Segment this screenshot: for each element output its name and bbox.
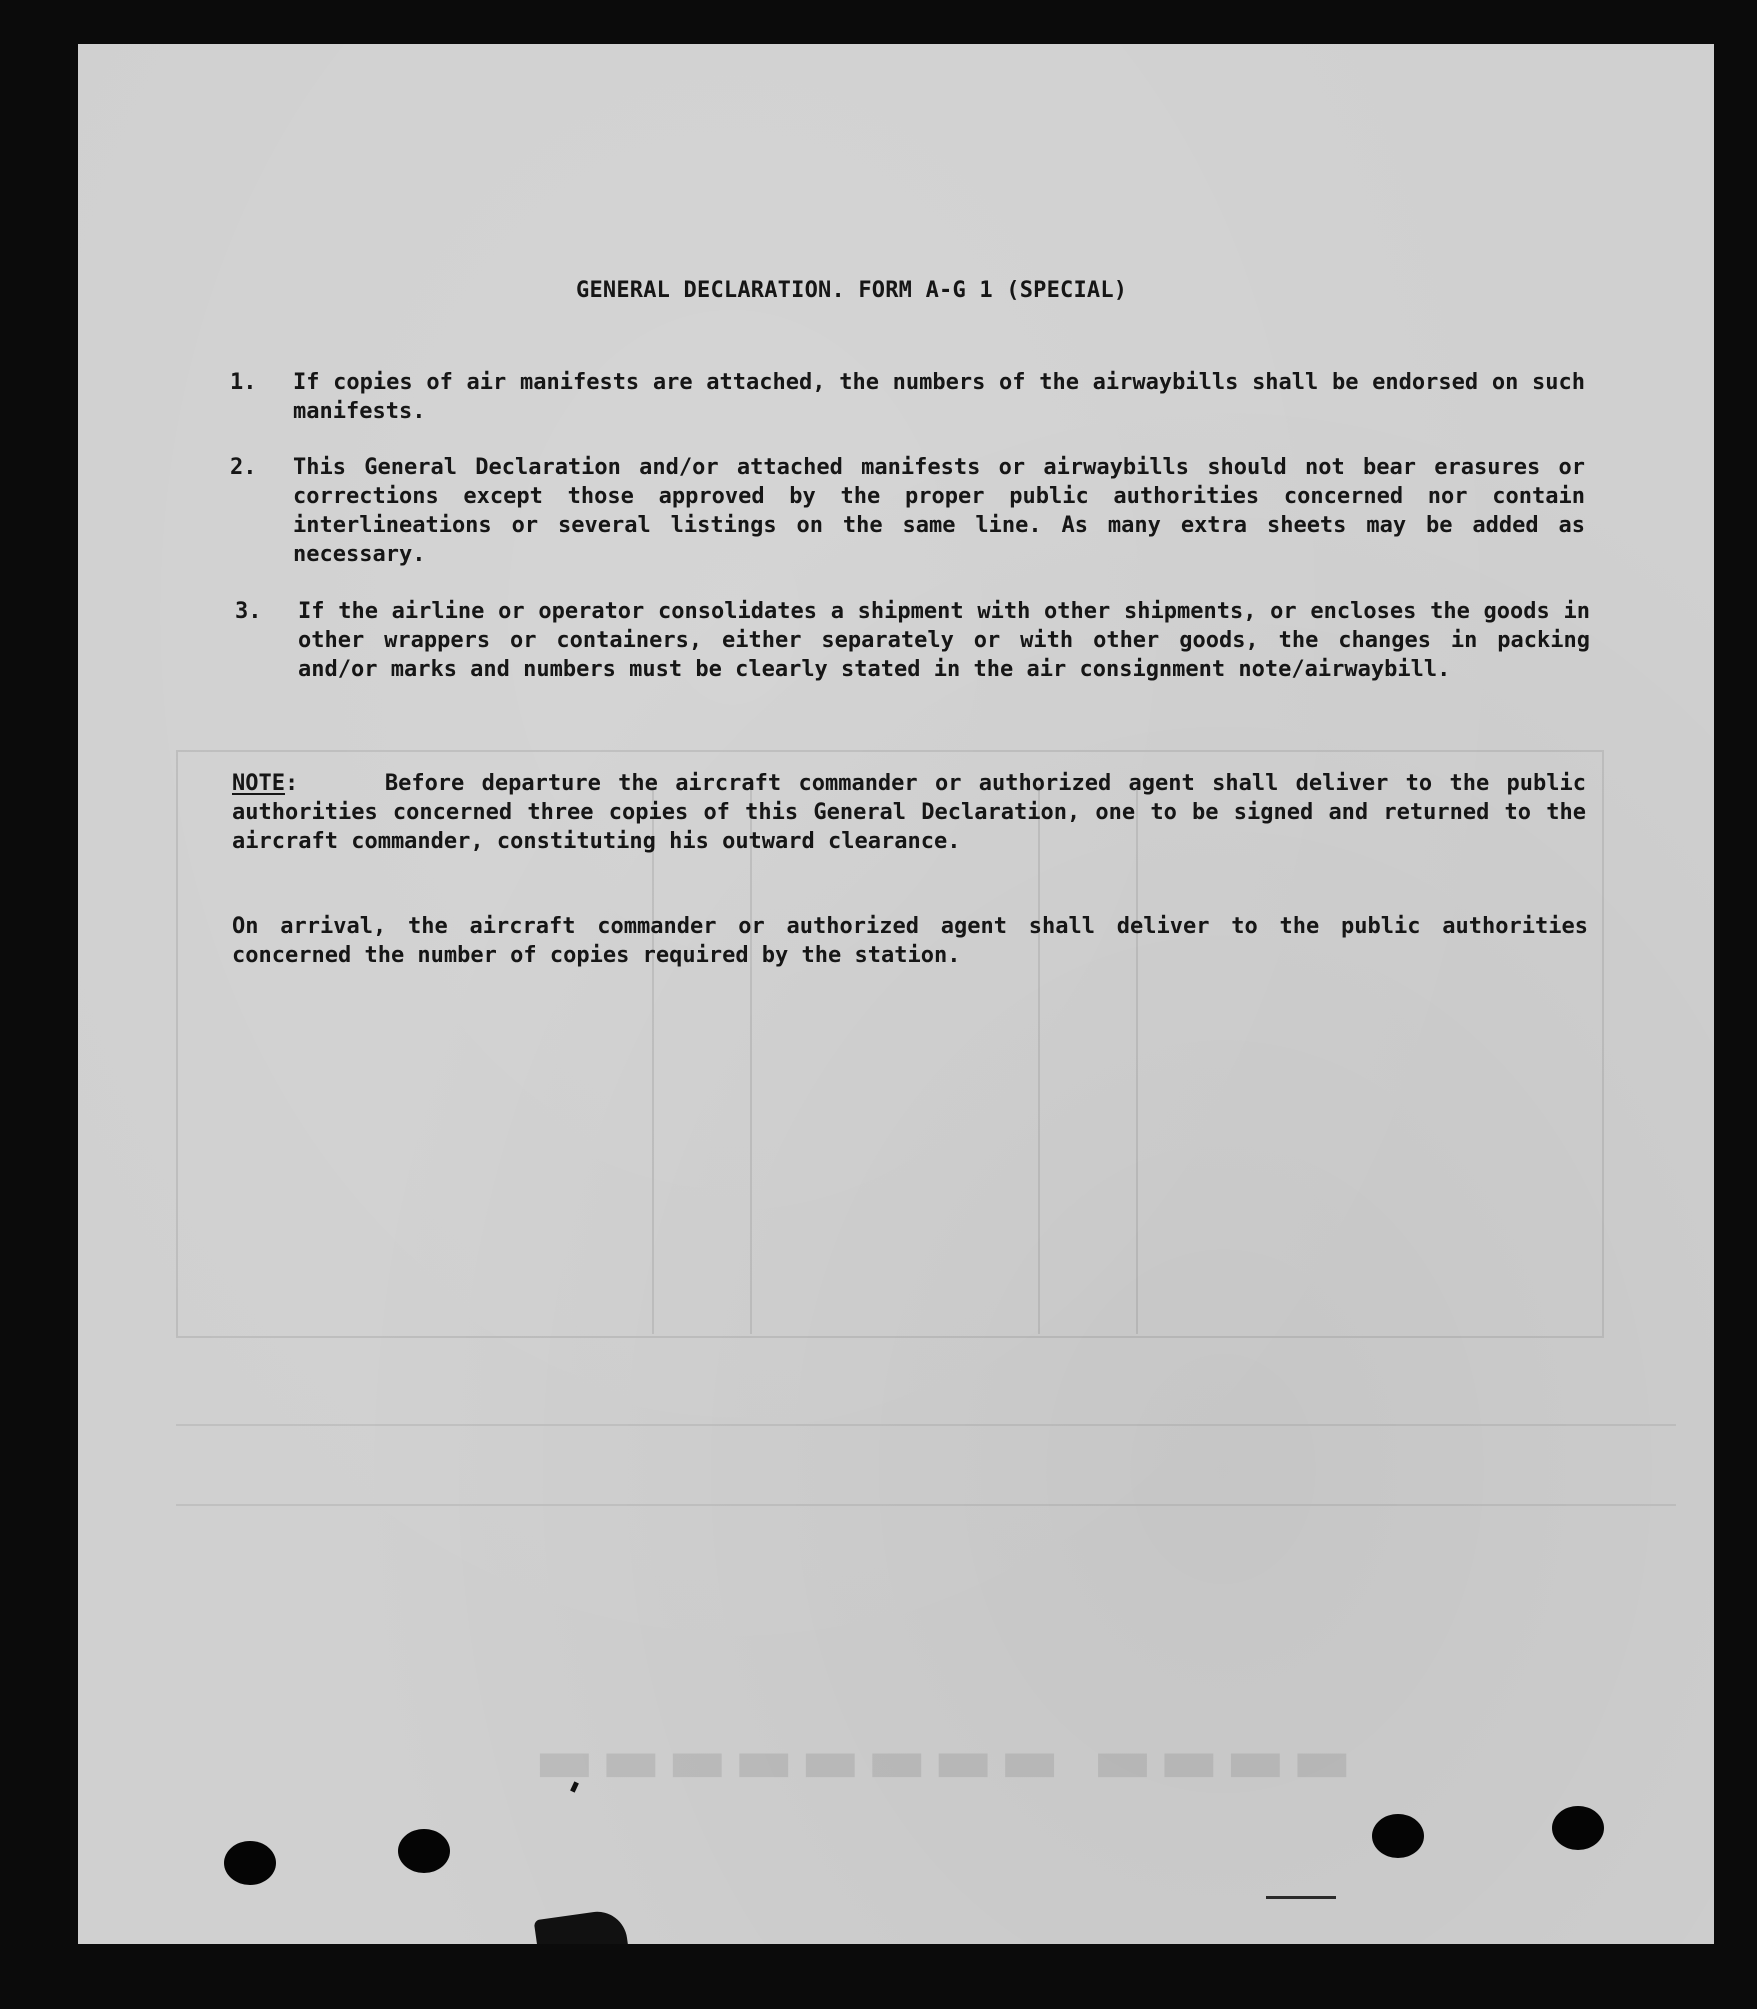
note-text: Before departure the aircraft commander or authorized agent shall deliver to the public authorities concerned three copies of this General Declaration, one to be signed and returned to the aircraft commander, constituting his outward clearance.	[232, 771, 1587, 854]
note-label: NOTE	[232, 771, 285, 796]
scan-speck	[1266, 1896, 1336, 1899]
bleed-through-rule	[176, 1424, 1676, 1426]
arrival-paragraph: On arrival, the aircraft commander or authorized agent shall deliver to the public authorities concerned the number of copies required by the station.	[232, 914, 1588, 968]
bleed-through-column	[1038, 784, 1138, 1334]
form-title: GENERAL DECLARATION. FORM A-G 1 (SPECIAL)	[576, 278, 1128, 303]
item-text: This General Declaration and/or attached manifests or airwaybills should not bear erasures or corrections except those approved by the proper public authorities concerned nor contain interlineations or several listings on the same line. As many extra sheets may be added as necessary.	[293, 455, 1585, 567]
punch-hole	[1372, 1814, 1424, 1858]
punch-hole	[1552, 1806, 1604, 1850]
note-paragraph	[232, 769, 1586, 856]
item-number: 2.	[230, 455, 257, 480]
scan-speck	[570, 1781, 579, 1792]
bleed-through-heading: ▬▬▬▬ ▬▬▬▬▬▬▬▬	[528, 1724, 1352, 1798]
item-number: 1.	[230, 370, 257, 395]
document-page	[78, 44, 1714, 1944]
punch-hole	[224, 1841, 276, 1885]
punch-hole	[398, 1829, 450, 1873]
item-text: If the airline or operator consolidates a shipment with other shipments, or encloses the goods in other wrappers or containers, either separately or with other goods, the changes in packing and/or marks and numbers must be clearly stated in the air consignment note/airwaybill.	[298, 599, 1590, 682]
bleed-through-rule	[176, 1504, 1676, 1506]
note-separator: :	[284, 771, 299, 796]
paper-tear	[534, 1908, 629, 1944]
bleed-through-column	[652, 784, 752, 1334]
item-text: If copies of air manifests are attached, the numbers of the airwaybills shall be endorsed on such manifests.	[293, 370, 1585, 424]
item-number: 3.	[235, 599, 262, 624]
